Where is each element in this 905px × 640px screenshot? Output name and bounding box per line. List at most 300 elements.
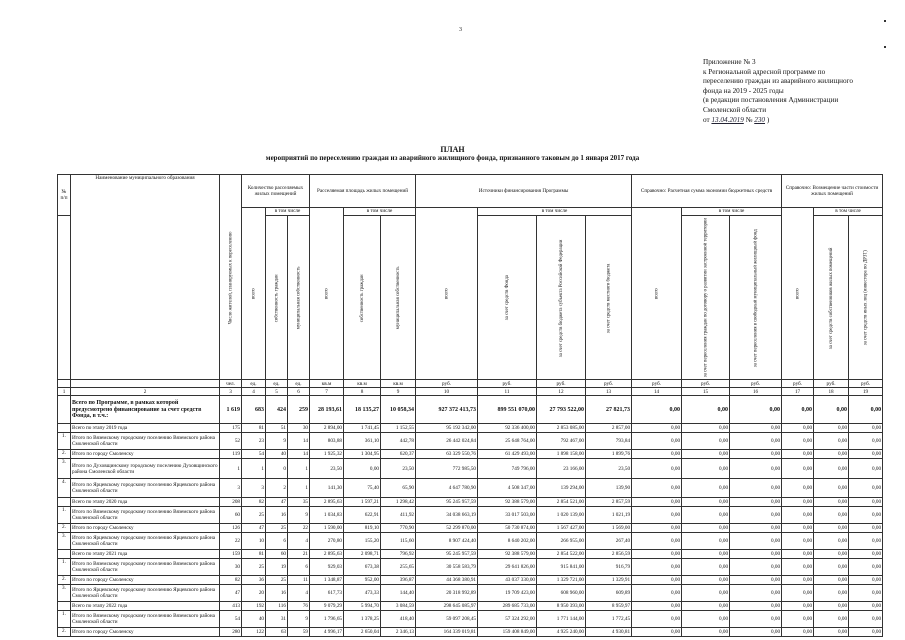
row-value: 0,00 [849,507,883,524]
column-number: 3 [220,388,242,396]
row-value: 16 [266,585,288,602]
column-number: 5 [266,388,288,396]
header-rooms: Количество расселяемых жилых помещений [242,175,310,208]
row-number: 1. [58,611,71,628]
row-value: 1 590,00 [310,524,344,533]
row-value: 34 038 663,19 [416,507,478,524]
row-value: 0,00 [730,533,782,550]
row-value: 1 597,21 [344,498,381,507]
row-value: 0,00 [632,479,682,498]
row-number: 3. [58,533,71,550]
row-value: 1 [288,459,310,479]
row-value: 0,00 [814,628,849,637]
table-row [58,533,883,550]
header-including: в том числе [344,208,416,216]
table-row [58,498,883,507]
row-value: 25 [242,559,266,576]
row-value: 0,00 [632,533,682,550]
row-value: 4 930,81 [586,628,632,637]
row-municipality: Итого по городу Смоленску [71,576,220,585]
row-value: 2 853 085,00 [537,424,586,433]
unit-cell: ед. [288,380,310,388]
row-value: 0,00 [782,433,814,450]
unit-cell: руб. [586,380,632,388]
row-value: 259 [288,396,310,424]
row-value: 63 329 550,76 [416,450,478,459]
unit-cell: руб. [814,380,849,388]
row-value: 0,00 [814,450,849,459]
table-row [58,550,883,559]
row-value: 4 996,17 [310,628,344,637]
row-value: 0,00 [782,450,814,459]
row-value: 95 245 957,59 [416,550,478,559]
row-value: 141,30 [310,479,344,498]
unit-cell: ед. [242,380,266,388]
row-municipality: Всего по этапу 2022 года [71,602,220,611]
row-value: 59 097 208,45 [416,611,478,628]
row-value: 155,20 [344,533,381,550]
row-value: 0,00 [814,424,849,433]
table-row [58,524,883,533]
row-value: 473,33 [344,585,381,602]
row-value: 2 857,00 [586,424,632,433]
row-municipality: Итого по Вяземскому городскому поселению Вяземского района Смоленской области [71,559,220,576]
row-value: 289 685 733,00 [478,602,537,611]
row-value: 8 907 424,40 [416,533,478,550]
row-municipality: Итого по Вяземскому городскому поселению Вяземского района Смоленской области [71,611,220,628]
row-value: 0,00 [730,602,782,611]
row-value: 20 [242,585,266,602]
row-municipality: Итого по городу Смоленску [71,450,220,459]
row-number [58,602,71,611]
row-value: 18 135,27 [344,396,381,424]
header-econ-2: за счет переселения в свободный муниципальный жилищный фонд [730,216,782,380]
row-value: 19 709 423,00 [478,585,537,602]
row-value: 2 [266,479,288,498]
row-value: 2 856,59 [586,550,632,559]
row-municipality: Итого по Ярцевскому городскому поселению Ярцевского района Смоленской области [71,533,220,550]
row-value: 23,50 [586,459,632,479]
row-value: 23,50 [381,459,416,479]
row-value: 3 084,59 [381,602,416,611]
row-value: 82 [242,498,266,507]
unit-cell: ед. [266,380,288,388]
header-rooms-citizens: собственность граждан [266,216,288,380]
unit-cell: чел. [220,380,242,388]
row-value: 76 [288,602,310,611]
row-number: 2. [58,576,71,585]
row-value: 25 648 764,00 [478,433,537,450]
row-value: 0,00 [849,602,883,611]
row-value: 413 [220,602,242,611]
row-value: 52 299 870,00 [416,524,478,533]
row-value: 92 388 579,00 [478,550,537,559]
header-rooms-municipal: муниципальная собственность [288,216,310,380]
header-comp-1: за счет средств собственников жилых помещений [814,216,849,380]
column-number: 8 [344,388,381,396]
appendix-line: фонда на 2019 - 2025 годы [703,86,784,95]
row-value: 0,00 [814,533,849,550]
header-comp-2: за счет средств иных лиц (инвестора по ДРЗТ) [849,216,883,380]
row-value: 0,00 [730,424,782,433]
header-finance: Источники финансирования Программы [416,175,632,208]
row-value: 0,00 [730,628,782,637]
row-value: 4 647 780,90 [416,479,478,498]
row-value: 9 [266,433,288,450]
row-value: 1 [242,459,266,479]
column-number: 14 [632,388,682,396]
row-municipality: Итого по Вяземскому городскому поселению Вяземского района Смоленской области [71,507,220,524]
unit-cell: руб. [416,380,478,388]
row-value: 1 [288,479,310,498]
row-value: 411,92 [381,507,416,524]
row-value: 792 467,00 [537,433,586,450]
header-area-total: всего [310,208,344,380]
row-value: 1 329 721,00 [537,576,586,585]
row-value: 0,00 [814,396,849,424]
row-value: 749 796,00 [478,459,537,479]
number-sign: № [745,115,753,124]
row-value: 0,00 [782,533,814,550]
row-value: 60 [220,507,242,524]
handwritten-number: 230 [754,115,766,124]
row-number [58,550,71,559]
row-value: 617,73 [310,585,344,602]
unit-cell: кв.м [381,380,416,388]
row-value: 0,00 [632,459,682,479]
row-value: 2 895,63 [310,498,344,507]
column-number: 4 [242,388,266,396]
row-number: 2. [58,524,71,533]
row-municipality: Всего по этапу 2019 года [71,424,220,433]
row-value: 1 [220,459,242,479]
row-value: 0,00 [632,424,682,433]
row-value: 126 [220,524,242,533]
row-value: 1 329,91 [586,576,632,585]
row-value: 9 [288,611,310,628]
row-value: 1 020 139,00 [537,507,586,524]
row-value: 65,90 [381,479,416,498]
appendix-line: (в редакции постановления Администрации [703,96,839,105]
column-number: 18 [814,388,849,396]
row-value: 608 960,00 [537,585,586,602]
row-value: 270,80 [310,533,344,550]
appendix-note [703,58,853,125]
appendix-line: переселению граждан из аварийного жилищного [703,77,853,86]
row-value: 0,00 [632,559,682,576]
unit-cell: руб. [730,380,782,388]
row-value: 0,00 [782,550,814,559]
column-number: 16 [730,388,782,396]
row-value: 44 368 380,91 [416,576,478,585]
header-empty [58,216,71,380]
row-value: 0,00 [782,628,814,637]
row-value: 620,37 [381,450,416,459]
row-value: 0,00 [849,450,883,459]
row-municipality: Всего по этапу 2020 года [71,498,220,507]
row-municipality: Итого по Вяземскому городскому поселению Вяземского района Смоленской области [71,433,220,450]
unit-cell: руб. [478,380,537,388]
row-value: 0,00 [682,550,730,559]
row-number: 1. [58,559,71,576]
row-value: 1 348,87 [310,576,344,585]
row-value: 59 [288,628,310,637]
row-value: 0,00 [849,459,883,479]
row-value: 770,90 [381,524,416,533]
column-number: 13 [586,388,632,396]
header-comp: Справочно: Возмещение части стоимости жилых помещений [782,175,883,208]
row-value: 6 [266,533,288,550]
row-value: 267,40 [586,533,632,550]
header-including: в том числе [478,208,632,216]
row-value: 92 388 579,00 [478,498,537,507]
row-number: 2. [58,450,71,459]
row-number: 2. [58,628,71,637]
row-value: 75,40 [344,479,381,498]
row-value: 361,10 [344,433,381,450]
row-value: 0,00 [814,602,849,611]
row-value: 3 [220,479,242,498]
unit-cell: кв.м [310,380,344,388]
column-number: 17 [782,388,814,396]
row-value: 0,00 [782,507,814,524]
row-value: 0,00 [730,585,782,602]
header-no: № п/п [58,175,71,216]
row-value: 0,00 [682,524,730,533]
header-municipality: Наименование муниципального образования [71,175,220,380]
header-residents: Число жителей, планируемых к переселению [220,175,242,380]
row-value: 9 079,29 [310,602,344,611]
row-municipality: Итого по городу Смоленску [71,524,220,533]
row-value: 2 650,04 [344,628,381,637]
row-value: 95 192 342,00 [416,424,478,433]
row-value: 0,00 [632,450,682,459]
row-value: 609,89 [586,585,632,602]
row-value: 16 [266,507,288,524]
row-number: 3. [58,585,71,602]
row-value: 0,00 [782,576,814,585]
row-value: 2 854 521,00 [537,498,586,507]
row-value: 47 [266,498,288,507]
row-value: 139 294,00 [537,479,586,498]
row-value: 2 894,00 [310,424,344,433]
header-econ-1: за счет переселения граждан по договору о развитии застроенной территории [682,216,730,380]
row-value: 0,00 [814,507,849,524]
table-row [58,628,883,637]
row-value: 82 [220,576,242,585]
row-municipality: Всего по Программе, в рамках которой предусмотрено финансирование за счет средств Фонда, в т.ч.: [71,396,220,424]
row-number: 1. [58,433,71,450]
row-value: 23 166,00 [537,459,586,479]
table-row [58,433,883,450]
row-value: 0,00 [632,507,682,524]
column-number: 11 [478,388,537,396]
row-value: 927 372 413,73 [416,396,478,424]
row-value: 0,00 [849,550,883,559]
column-number: 1 [58,388,71,396]
row-value: 0,00 [849,576,883,585]
row-value: 159 [220,550,242,559]
row-value: 28 193,61 [310,396,344,424]
row-value: 95 245 957,59 [416,498,478,507]
row-value: 25 [266,576,288,585]
row-value: 298 645 085,97 [416,602,478,611]
row-value: 0,00 [730,396,782,424]
row-value: 11 [288,576,310,585]
header-including: в том числе [266,208,310,216]
row-value: 0,00 [782,459,814,479]
row-value: 0,00 [849,479,883,498]
row-value: 0,00 [730,576,782,585]
row-value: 899 551 070,00 [478,396,537,424]
scan-speck [884,20,886,22]
row-value: 27 793 522,00 [537,396,586,424]
table-row [58,450,883,459]
header-finance-total: всего [416,208,478,380]
row-value: 0,00 [849,498,883,507]
row-value: 0,00 [682,396,730,424]
table-row [58,459,883,479]
row-value: 0,00 [632,585,682,602]
row-value: 772 985,50 [416,459,478,479]
row-value: 683 [242,396,266,424]
row-value: 4 [288,533,310,550]
row-value: 0,00 [344,459,381,479]
row-value: 1 298,42 [381,498,416,507]
row-value: 0,00 [682,479,730,498]
row-value: 280 [220,628,242,637]
row-value: 622,91 [344,507,381,524]
appendix-prefix: от [703,115,710,124]
unit-cell: руб. [632,380,682,388]
row-value: 673,38 [344,559,381,576]
unit-cell: руб. [782,380,814,388]
row-value: 20 318 992,89 [416,585,478,602]
row-value: 4 508 347,00 [478,479,537,498]
row-value: 819,10 [344,524,381,533]
row-value: 30 [220,559,242,576]
row-value: 1 304,95 [344,450,381,459]
row-value: 50 730 874,00 [478,524,537,533]
row-value: 0,00 [849,433,883,450]
row-value: 21 [288,550,310,559]
row-value: 10 [242,533,266,550]
column-number: 19 [849,388,883,396]
row-value: 1 021,19 [586,507,632,524]
unit-cell: кв.м [344,380,381,388]
row-value: 43 037 330,00 [478,576,537,585]
row-value: 33 017 503,00 [478,507,537,524]
unit-cell: руб. [537,380,586,388]
row-value: 442,78 [381,433,416,450]
row-value: 0,00 [682,507,730,524]
row-value: 424 [266,396,288,424]
row-value: 2 895,63 [310,550,344,559]
row-value: 54 [220,611,242,628]
row-value: 116 [266,602,288,611]
row-value: 8 950 393,00 [537,602,586,611]
row-value: 0,00 [814,433,849,450]
row-value: 26 442 024,84 [416,433,478,450]
closing-paren: ) [766,115,770,124]
row-value: 8 640 202,00 [478,533,537,550]
table-row [58,507,883,524]
row-value: 119 [220,450,242,459]
row-value: 0,00 [782,602,814,611]
row-municipality: Всего по этапу 2021 года [71,550,220,559]
row-value: 60 [266,550,288,559]
row-value: 175 [220,424,242,433]
row-value: 0,00 [782,479,814,498]
row-value: 1 567 427,00 [537,524,586,533]
page-number: 3 [459,27,462,33]
row-value: 25 [266,524,288,533]
table-row [58,479,883,498]
column-number: 10 [416,388,478,396]
header-comp-total: всего [782,208,814,380]
row-value: 0,00 [814,559,849,576]
row-value: 0,00 [814,576,849,585]
row-number: 1. [58,507,71,524]
row-value: 0,00 [632,576,682,585]
row-value: 1 378,25 [344,611,381,628]
row-value: 36 [242,576,266,585]
row-value: 0,00 [814,585,849,602]
header-rooms-total: всего [242,208,266,380]
row-value: 1 619 [220,396,242,424]
table-row [58,396,883,424]
row-value: 122 [242,628,266,637]
row-value: 0,00 [730,524,782,533]
row-value: 19 [266,559,288,576]
row-value: 1 899,76 [586,450,632,459]
row-number [58,396,71,424]
row-value: 52 [220,433,242,450]
scan-speck [884,46,886,48]
unit-cell: руб. [849,380,883,388]
row-value: 2 346,13 [381,628,416,637]
row-value: 0,00 [632,498,682,507]
row-value: 47 [242,524,266,533]
column-number: 15 [682,388,730,396]
row-value: 23 [242,433,266,450]
row-value: 47 [220,585,242,602]
appendix-line: Приложение № 3 [703,58,756,66]
row-value: 1 771 144,00 [537,611,586,628]
row-value: 14 [288,450,310,459]
row-value: 0,00 [632,628,682,637]
row-value: 952,00 [344,576,381,585]
header-fund: за счет средств Фонда [478,216,537,380]
row-value: 1 741,45 [344,424,381,433]
row-value: 0,00 [849,524,883,533]
column-number: 6 [288,388,310,396]
row-value: 23,50 [310,459,344,479]
row-value: 22 [220,533,242,550]
row-value: 0,00 [730,507,782,524]
row-value: 40 [266,450,288,459]
row-value: 0,00 [632,396,682,424]
row-number [58,498,71,507]
header-area: Расселяемая площадь жилых помещений [310,175,416,208]
row-value: 6 [288,559,310,576]
row-value: 0,00 [682,559,730,576]
row-value: 0,00 [814,524,849,533]
header-econ: Справочно: Расчетная сумма экономии бюджетных средств [632,175,782,208]
row-value: 2 854 522,00 [537,550,586,559]
header-including: в том числе [682,208,782,216]
row-value: 0,00 [730,559,782,576]
